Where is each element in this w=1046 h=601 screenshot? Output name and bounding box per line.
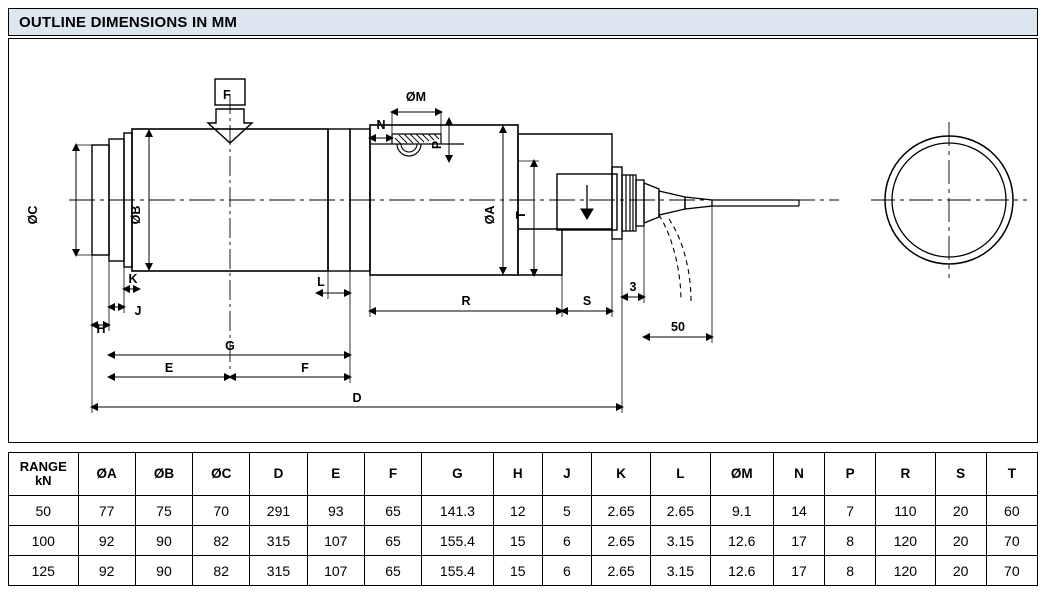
col-header-h: H	[493, 453, 542, 496]
label-R: R	[461, 294, 471, 308]
cell-d: 291	[250, 496, 307, 526]
cell-r: 110	[876, 496, 935, 526]
label-D: D	[352, 391, 362, 405]
cell-r: 120	[876, 526, 935, 556]
cell-h: 15	[493, 556, 542, 586]
col-header-d: D	[250, 453, 307, 496]
col-header-f: F	[364, 453, 421, 496]
col-header-range	[9, 453, 79, 496]
cell-e: 93	[307, 496, 364, 526]
col-header-dia-a: ØA	[78, 453, 135, 496]
label-H: H	[96, 322, 106, 336]
cell-t: 60	[986, 496, 1037, 526]
cell-dia-c: 82	[193, 556, 250, 586]
range-line2: kN	[34, 473, 52, 488]
header-bar	[8, 8, 1038, 36]
cell-dia-b: 90	[135, 556, 192, 586]
cell-dia-c: 70	[193, 496, 250, 526]
dimensions-table-container	[8, 452, 1038, 586]
label-L: L	[317, 275, 325, 289]
label-gap-3: 3	[629, 280, 637, 294]
page-title: OUTLINE DIMENSIONS IN MM	[19, 14, 238, 31]
label-force-F: F	[223, 88, 231, 102]
cell-l: 3.15	[651, 526, 710, 556]
cell-e: 107	[307, 556, 364, 586]
label-S: S	[582, 294, 592, 308]
cell-dia-b: 90	[135, 526, 192, 556]
drawing-frame	[8, 38, 1038, 443]
col-header-t: T	[986, 453, 1037, 496]
cell-p: 8	[825, 556, 876, 586]
label-K: K	[128, 272, 138, 286]
cell-s: 20	[935, 556, 986, 586]
cell-dia-m: 12.6	[710, 556, 773, 586]
col-header-dia-b: ØB	[135, 453, 192, 496]
cell-p: 7	[825, 496, 876, 526]
cell-n: 17	[773, 556, 824, 586]
cell-h: 15	[493, 526, 542, 556]
cell-l: 3.15	[651, 556, 710, 586]
label-G: G	[225, 339, 235, 353]
cell-s: 20	[935, 496, 986, 526]
cell-p: 8	[825, 526, 876, 556]
label-dia-B: ØB	[129, 205, 143, 225]
cell-k: 2.65	[591, 556, 650, 586]
cell-r: 120	[876, 556, 935, 586]
load-cell-outline-drawing	[9, 39, 1037, 442]
label-P: P	[430, 140, 444, 150]
dimensions-table	[8, 452, 1038, 586]
cell-t: 70	[986, 526, 1037, 556]
cell-s: 20	[935, 526, 986, 556]
cell-range: 125	[9, 556, 79, 586]
col-header-l: L	[651, 453, 710, 496]
cell-d: 315	[250, 526, 307, 556]
cell-g: 155.4	[422, 526, 494, 556]
label-dia-C: ØC	[26, 205, 40, 225]
table-row	[9, 556, 1038, 586]
col-header-dia-c: ØC	[193, 453, 250, 496]
cell-g: 155.4	[422, 556, 494, 586]
label-F-dim: F	[301, 361, 309, 375]
col-header-r: R	[876, 453, 935, 496]
col-header-n: N	[773, 453, 824, 496]
cell-dia-a: 92	[78, 556, 135, 586]
cell-dia-a: 77	[78, 496, 135, 526]
cell-j: 6	[542, 526, 591, 556]
cell-dia-c: 82	[193, 526, 250, 556]
cell-h: 12	[493, 496, 542, 526]
col-header-k: K	[591, 453, 650, 496]
cell-j: 5	[542, 496, 591, 526]
label-T: T	[514, 211, 528, 219]
label-cable-50: 50	[671, 320, 685, 334]
cell-k: 2.65	[591, 496, 650, 526]
col-header-p: P	[825, 453, 876, 496]
cell-e: 107	[307, 526, 364, 556]
cell-d: 315	[250, 556, 307, 586]
label-dia-A: ØA	[483, 205, 497, 225]
cell-f: 65	[364, 526, 421, 556]
col-header-j: J	[542, 453, 591, 496]
cell-dia-m: 9.1	[710, 496, 773, 526]
cell-dia-a: 92	[78, 526, 135, 556]
cell-g: 141.3	[422, 496, 494, 526]
col-header-s: S	[935, 453, 986, 496]
cell-t: 70	[986, 556, 1037, 586]
cell-j: 6	[542, 556, 591, 586]
range-line1: RANGE	[19, 459, 67, 474]
label-J: J	[134, 304, 142, 318]
cell-dia-b: 75	[135, 496, 192, 526]
table-header-row	[9, 453, 1038, 496]
cell-range: 100	[9, 526, 79, 556]
table-row	[9, 496, 1038, 526]
cell-l: 2.65	[651, 496, 710, 526]
col-header-dia-m: ØM	[710, 453, 773, 496]
col-header-g: G	[422, 453, 494, 496]
label-E: E	[164, 361, 174, 375]
col-header-e: E	[307, 453, 364, 496]
table-row	[9, 526, 1038, 556]
label-dia-M: ØM	[405, 90, 427, 104]
label-N: N	[376, 118, 386, 132]
cell-range: 50	[9, 496, 79, 526]
cell-k: 2.65	[591, 526, 650, 556]
cell-n: 17	[773, 526, 824, 556]
cell-f: 65	[364, 556, 421, 586]
cell-dia-m: 12.6	[710, 526, 773, 556]
cell-n: 14	[773, 496, 824, 526]
cell-f: 65	[364, 496, 421, 526]
